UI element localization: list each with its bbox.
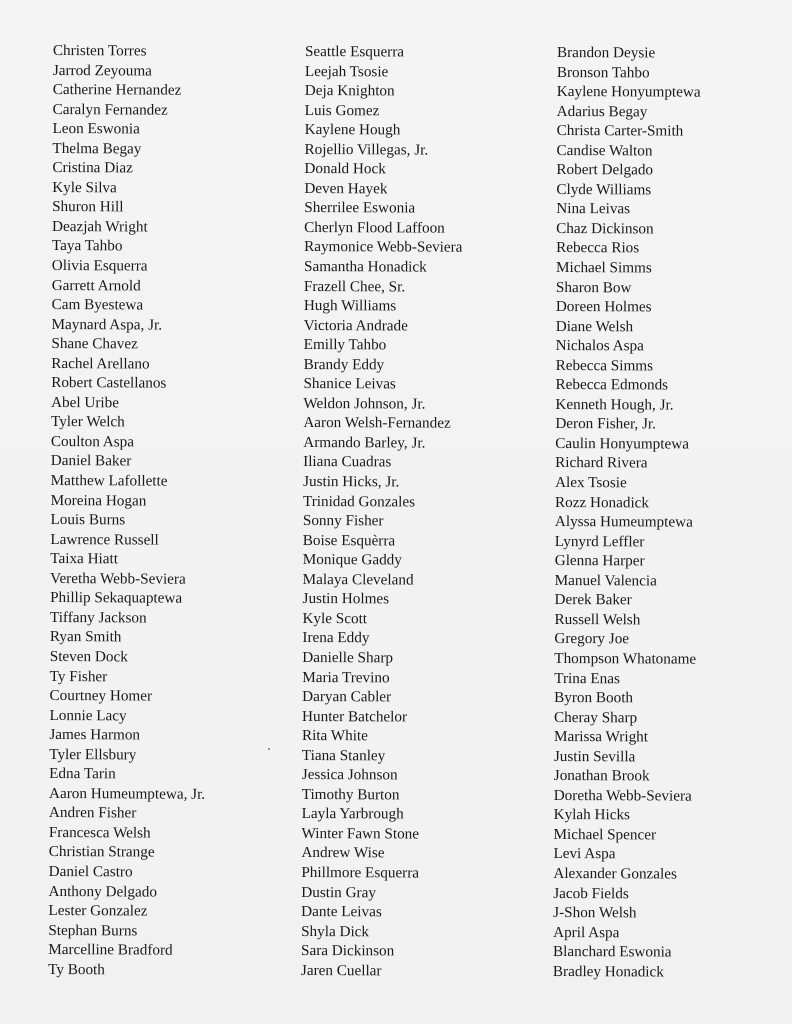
name-entry: Armando Barley, Jr. [303,433,426,452]
name-entry: Clyde Williams [556,180,652,199]
name-entry: Danielle Sharp [302,648,394,667]
name-entry: Daniel Baker [50,452,132,470]
name-entry: Louis Burns [50,511,126,529]
name-entry: Jaren Cuellar [300,961,382,980]
name-entry: Monique Gaddy [302,551,402,569]
name-entry: Bradley Honadick [552,962,664,981]
name-entry: Thelma Begay [52,139,142,158]
name-entry: Seattle Esquerra [304,42,405,61]
name-entry: Moreina Hogan [50,491,147,510]
name-entry: Cam Byestewa [51,296,144,314]
name-entry: Frazell Chee, Sr. [303,277,406,296]
name-entry: Daryan Cabler [302,688,392,706]
name-entry: Boise Esquèrra [302,531,396,550]
name-entry: Shuron Hill [52,198,124,216]
name-entry: Lynyrd Leffler [554,532,645,551]
name-entry: Shane Chavez [51,335,138,353]
name-entry: Nichalos Aspa [555,337,644,355]
name-entry: Tyler Welch [50,413,125,431]
name-entry: Jacob Fields [553,884,629,902]
name-column-3 [553,43,701,982]
name-entry: Dante Leivas [301,903,382,921]
name-entry: Byron Booth [554,689,634,707]
name-entry: Samantha Honadick [303,258,427,276]
name-entry: Maynard Aspa, Jr. [51,315,163,334]
name-entry: Olivia Esquerra [51,257,148,275]
name-entry: Lawrence Russell [50,530,159,549]
name-entry: Rebecca Rios [556,239,640,257]
name-entry: Robert Castellanos [51,374,167,392]
name-entry: Francesca Welsh [48,823,151,842]
name-entry: Cristina Diaz [52,159,133,177]
name-entry: Michael Simms [555,259,652,277]
name-entry: Jonathan Brook [553,767,650,785]
name-entry: Michael Spencer [553,825,657,844]
name-entry: Jarrod Zeyouma [52,61,153,80]
name-entry: Brandon Deysie [556,43,656,62]
name-entry: Levi Aspa [553,845,616,863]
name-entry: Shanice Leivas [303,375,396,393]
name-entry: Kyle Silva [52,178,117,197]
name-entry: Hugh Williams [303,297,397,315]
name-entry: Sonny Fisher [302,512,384,530]
name-entry: Derek Baker [554,591,632,609]
name-entry: Ryan Smith [49,628,122,646]
name-entry: Maria Trevino [302,668,390,686]
name-entry: Victoria Andrade [303,316,408,335]
name-entry: Glenna Harper [554,552,645,570]
name-entry: Weldon Johnson, Jr. [303,394,426,413]
name-entry: James Harmon [49,726,141,744]
name-entry: Hunter Batchelor [302,707,408,726]
name-entry: Alex Tsosie [555,474,627,492]
name-entry: Deazjah Wright [51,217,148,236]
name-entry: Marcelline Bradford [48,941,173,959]
name-entry: Gregory Joe [554,630,630,648]
name-entry: Stephan Burns [48,921,138,940]
name-entry: Kyle Scott [302,609,368,628]
name-entry: Raymonice Webb-Seviera [304,238,463,257]
name-entry: Edna Tarin [49,765,116,783]
name-entry: Layla Yarbrough [301,805,404,823]
name-entry: Sherrilee Eswonia [304,199,416,217]
name-entry: Adarius Begay [556,102,648,121]
name-entry: Christa Carter-Smith [556,122,684,140]
name-entry: Andren Fisher [48,804,137,822]
name-entry: Russell Welsh [554,610,641,629]
name-entry: Lester Gonzalez [48,902,148,920]
name-entry: Phillip Sekaquaptewa [50,589,183,607]
name-entry: Christian Strange [48,843,155,861]
name-entry: Robert Delgado [556,161,654,179]
name-entry: Leejah Tsosie [304,62,389,80]
name-entry: Kylah Hicks [553,806,631,824]
name-column-2 [301,42,463,981]
name-entry: Caralyn Fernandez [52,100,168,119]
name-entry: Kaylene Honyumptewa [556,83,701,101]
name-entry: Rozz Honadick [554,493,650,511]
name-entry: Rojellio Villegas, Jr. [304,140,429,159]
name-entry: Abel Uribe [51,393,120,412]
name-entry: April Aspa [553,923,620,941]
name-entry: Doretha Webb-Seviera [553,786,692,805]
name-entry: Thompson Whatoname [554,649,697,668]
name-entry: Jessica Johnson [301,766,398,784]
name-entry: Chaz Dickinson [556,219,654,238]
name-entry: Cheray Sharp [554,708,638,726]
name-entry: Tiana Stanley [301,746,386,765]
name-entry: Kaylene Hough [304,121,401,139]
name-entry: Rebecca Simms [555,356,654,375]
name-entry: Coulton Aspa [50,432,135,451]
name-entry: Alexander Gonzales [553,864,677,883]
name-entry: Emilly Tahbo [303,336,387,354]
name-entry: Luis Gomez [304,101,380,119]
name-entry: Ty Fisher [49,667,108,685]
name-entry: Deja Knighton [304,82,395,100]
name-entry: Anthony Delgado [48,882,157,901]
name-entry: Deven Hayek [304,179,388,198]
name-entry: Aaron Humeumptewa, Jr. [49,784,206,803]
name-entry: Brandy Eddy [303,355,385,374]
name-entry: Catherine Hernandez [52,81,182,99]
name-entry: Caulin Honyumptewa [555,434,690,453]
name-entry: Christen Torres [52,41,147,60]
name-entry: Phillmore Esquerra [301,863,420,882]
name-entry: Iliana Cuadras [303,453,392,471]
name-entry: Irena Eddy [302,629,370,647]
name-entry: Andrew Wise [301,844,385,862]
name-entry: Sara Dickinson [300,942,395,960]
name-entry: Ty Booth [48,960,105,978]
name-entry: Alyssa Humeumptewa [554,513,693,531]
name-entry: Malaya Cleveland [302,570,414,589]
name-entry: Taixa Hiatt [50,550,119,568]
name-entry: Manuel Valencia [554,571,657,590]
name-entry: Daniel Castro [48,862,133,881]
name-entry: Dustin Gray [301,883,376,901]
scan-speck [268,748,270,750]
name-entry: Steven Dock [49,647,128,666]
name-entry: Candise Walton [556,141,653,160]
name-entry: Trinidad Gonzales [302,492,416,511]
name-entry: Bronson Tahbo [556,63,650,81]
name-entry: Richard Rivera [555,454,648,472]
name-entry: Tiffany Jackson [49,608,147,627]
name-entry: Garrett Arnold [51,276,141,295]
name-entry: Tyler Ellsbury [49,745,137,764]
name-entry: J-Shon Welsh [553,904,637,922]
name-entry: Justin Sevilla [553,747,636,766]
name-entry: Blanchard Eswonia [552,943,672,961]
name-entry: Rita White [301,727,368,745]
name-entry: Donald Hock [304,160,386,178]
name-entry: Rachel Arellano [51,354,150,373]
name-entry: Justin Holmes [302,590,390,608]
name-entry: Justin Hicks, Jr. [303,473,400,491]
name-entry: Cherlyn Flood Laffoon [304,218,445,237]
name-entry: Courtney Homer [49,687,153,705]
name-entry: Deron Fisher, Jr. [555,415,657,433]
name-entry: Timothy Burton [301,785,400,804]
name-entry: Shyla Dick [301,922,370,940]
name-entry: Winter Fawn Stone [301,824,420,843]
name-entry: Nina Leivas [556,200,631,218]
name-entry: Sharon Bow [555,278,632,296]
name-entry: Doreen Holmes [555,298,652,316]
name-column-1 [48,41,209,980]
name-entry: Trina Enas [554,669,620,687]
name-entry: Taya Tahbo [51,237,123,255]
name-entry: Diane Welsh [555,317,634,335]
name-entry: Kenneth Hough, Jr. [555,395,674,414]
name-entry: Rebecca Edmonds [555,376,669,394]
name-entry: Matthew Lafollette [50,472,168,490]
name-entry: Lonnie Lacy [49,706,127,724]
name-entry: Marissa Wright [553,728,649,746]
name-entry: Veretha Webb-Seviera [50,569,186,588]
name-entry: Leon Eswonia [52,120,140,138]
name-entry: Aaron Welsh-Fernandez [303,414,451,433]
